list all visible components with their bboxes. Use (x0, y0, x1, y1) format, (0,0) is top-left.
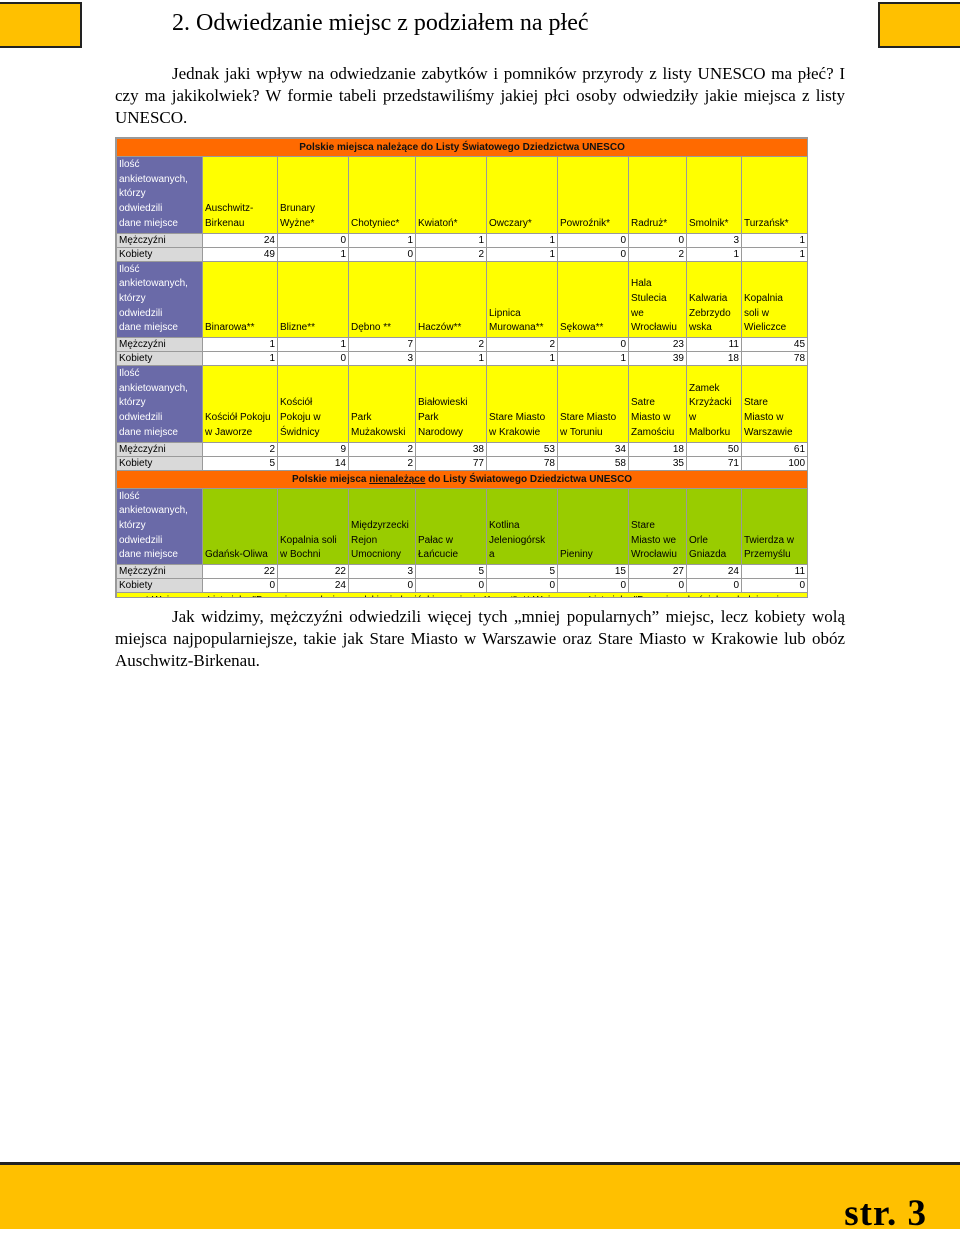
count-cell: 0 (278, 352, 349, 366)
table-title-listed-row (117, 139, 808, 157)
place-name-cell: Orle Gniazda (687, 488, 742, 565)
count-cell: 24 (278, 579, 349, 593)
count-cell: 45 (742, 338, 808, 352)
places-row (117, 366, 808, 443)
place-name-cell: Stare Miasto w Krakowie (487, 366, 558, 443)
count-cell: 38 (416, 442, 487, 456)
count-cell: 0 (487, 579, 558, 593)
places-row (117, 261, 808, 338)
visits-table (116, 138, 808, 598)
count-cell: 11 (687, 338, 742, 352)
place-name-cell: Owczary* (487, 157, 558, 234)
place-name-cell: Smolnik* (687, 157, 742, 234)
count-cell: 1 (742, 233, 808, 247)
place-name-cell: Chotyniec* (349, 157, 416, 234)
count-cell: 0 (416, 579, 487, 593)
count-cell: 78 (487, 456, 558, 470)
count-cell: 2 (203, 442, 278, 456)
place-name-cell: Kopalnia soli w Bochni (278, 488, 349, 565)
men-row-label: Mężczyźni (117, 442, 203, 456)
place-name-cell: Kopalnia soli w Wieliczce (742, 261, 808, 338)
corner-decoration-right (878, 2, 960, 48)
place-name-cell: Powroźnik* (558, 157, 629, 234)
section-heading: 2. Odwiedzanie miejsc z podziałem na płeć (172, 10, 589, 36)
men-row (117, 233, 808, 247)
count-cell: 0 (203, 579, 278, 593)
count-cell: 3 (349, 565, 416, 579)
table-title-unlisted-part: Polskie miejsca (291, 473, 370, 485)
footer-band (0, 1162, 960, 1234)
row-header-cell: Ilość ankietowanych, którzy odwiedzili dane miejsce (117, 261, 203, 338)
count-cell: 5 (487, 565, 558, 579)
table-title-unlisted (117, 470, 808, 488)
count-cell: 22 (278, 565, 349, 579)
corner-decoration-left (0, 2, 82, 48)
row-header-cell: Ilość ankietowanych, którzy odwiedzili dane miejsce (117, 157, 203, 234)
count-cell: 0 (742, 579, 808, 593)
men-row-label: Mężczyźni (117, 338, 203, 352)
count-cell: 0 (558, 247, 629, 261)
count-cell: 78 (742, 352, 808, 366)
count-cell: 11 (742, 565, 808, 579)
count-cell: 1 (416, 352, 487, 366)
count-cell: 39 (629, 352, 687, 366)
places-row (117, 157, 808, 234)
count-cell: 3 (687, 233, 742, 247)
count-cell: 1 (349, 233, 416, 247)
count-cell: 2 (349, 442, 416, 456)
place-name-cell: Kościół Pokoju w Jaworze (203, 366, 278, 443)
count-cell: 77 (416, 456, 487, 470)
count-cell: 1 (203, 338, 278, 352)
table-title-listed (117, 139, 808, 157)
place-name-cell: Białowieski Park Narodowy (416, 366, 487, 443)
women-row (117, 456, 808, 470)
page-number: str. 3 (844, 1193, 927, 1234)
places-row (117, 488, 808, 565)
place-name-cell: Brunary Wyżne* (278, 157, 349, 234)
count-cell: 1 (558, 352, 629, 366)
count-cell: 61 (742, 442, 808, 456)
men-row-label: Mężczyźni (117, 233, 203, 247)
place-name-cell: Satre Miasto w Zamościu (629, 366, 687, 443)
count-cell: 1 (278, 338, 349, 352)
count-cell: 34 (558, 442, 629, 456)
count-cell: 1 (742, 247, 808, 261)
count-cell: 1 (487, 247, 558, 261)
place-name-cell: Auschwitz- Birkenau (203, 157, 278, 234)
count-cell: 14 (278, 456, 349, 470)
place-name-cell: Międzyrzecki Rejon Umocniony (349, 488, 416, 565)
intro-text: Jednak jaki wpływ na odwiedzanie zabytków i pomników przyrody z listy UNESCO ma płeć? I czy ma jakikolwiek? W formie tabeli przedstawiliśmy jakiej płci osoby odwiedziły jakie miejsca z listy UNESCO. (115, 64, 845, 127)
place-name-cell: Kościół Pokoju w Świdnicy (278, 366, 349, 443)
count-cell: 0 (349, 247, 416, 261)
count-cell: 2 (416, 247, 487, 261)
women-row-label: Kobiety (117, 456, 203, 470)
women-row-label: Kobiety (117, 579, 203, 593)
place-name-cell: Dębno ** (349, 261, 416, 338)
place-name-cell: Pieniny (558, 488, 629, 565)
women-row-label: Kobiety (117, 247, 203, 261)
count-cell: 18 (629, 442, 687, 456)
table-title-unlisted-part: nienależące (369, 473, 426, 485)
women-row (117, 352, 808, 366)
row-header-cell: Ilość ankietowanych, którzy odwiedzili dane miejsce (117, 366, 203, 443)
men-row (117, 338, 808, 352)
count-cell: 2 (487, 338, 558, 352)
count-cell: 1 (687, 247, 742, 261)
count-cell: 58 (558, 456, 629, 470)
conclusion-paragraph (115, 606, 845, 672)
count-cell: 5 (203, 456, 278, 470)
men-row (117, 565, 808, 579)
count-cell: 7 (349, 338, 416, 352)
count-cell: 0 (558, 233, 629, 247)
count-cell: 0 (629, 579, 687, 593)
count-cell: 0 (278, 233, 349, 247)
place-name-cell: Haczów** (416, 261, 487, 338)
count-cell: 0 (687, 579, 742, 593)
footnote-row (117, 593, 808, 598)
place-name-cell: Binarowa** (203, 261, 278, 338)
count-cell: 2 (349, 456, 416, 470)
count-cell: 1 (416, 233, 487, 247)
count-cell: 100 (742, 456, 808, 470)
count-cell: 24 (203, 233, 278, 247)
place-name-cell: Gdańsk-Oliwa (203, 488, 278, 565)
men-row-label: Mężczyźni (117, 565, 203, 579)
count-cell: 53 (487, 442, 558, 456)
count-cell: 35 (629, 456, 687, 470)
place-name-cell: Zamek Krzyżacki w Malborku (687, 366, 742, 443)
table-footnote (117, 593, 808, 598)
count-cell: 9 (278, 442, 349, 456)
intro-paragraph (115, 63, 845, 129)
count-cell: 2 (416, 338, 487, 352)
count-cell: 3 (349, 352, 416, 366)
count-cell: 24 (687, 565, 742, 579)
women-row (117, 579, 808, 593)
place-name-cell: Stare Miasto w Toruniu (558, 366, 629, 443)
count-cell: 50 (687, 442, 742, 456)
place-name-cell: Radruż* (629, 157, 687, 234)
count-cell: 23 (629, 338, 687, 352)
table-title-listed-part: Polskie miejsca należące do Listy Światowego Dziedzictwa UNESCO (299, 142, 625, 153)
place-name-cell: Park Mużakowski (349, 366, 416, 443)
count-cell: 1 (487, 352, 558, 366)
place-name-cell: Sękowa** (558, 261, 629, 338)
place-name-cell: Hala Stulecia we Wrocławiu (629, 261, 687, 338)
unesco-gender-table (115, 137, 808, 598)
women-row (117, 247, 808, 261)
count-cell: 5 (416, 565, 487, 579)
place-name-cell: Stare Miasto we Wrocławiu (629, 488, 687, 565)
place-name-cell: Stare Miasto w Warszawie (742, 366, 808, 443)
row-header-cell: Ilość ankietowanych, którzy odwiedzili dane miejsce (117, 488, 203, 565)
count-cell: 1 (278, 247, 349, 261)
place-name-cell: Twierdza w Przemyślu (742, 488, 808, 565)
place-name-cell: Kotlina Jeleniogórsk a (487, 488, 558, 565)
place-name-cell: Turzańsk* (742, 157, 808, 234)
place-name-cell: Kalwaria Zebrzydo wska (687, 261, 742, 338)
count-cell: 15 (558, 565, 629, 579)
place-name-cell: Lipnica Murowana** (487, 261, 558, 338)
count-cell: 27 (629, 565, 687, 579)
women-row-label: Kobiety (117, 352, 203, 366)
count-cell: 0 (629, 233, 687, 247)
count-cell: 1 (487, 233, 558, 247)
count-cell: 22 (203, 565, 278, 579)
count-cell: 18 (687, 352, 742, 366)
count-cell: 0 (349, 579, 416, 593)
table-title-unlisted-row (117, 470, 808, 488)
conclusion-text: Jak widzimy, mężczyźni odwiedzili więcej tych „mniej popularnych” miejsc, lecz kobiety wolą miejsca najpopularniejsze, takie jak Stare Miasto w Warszawie oraz Stare Miasto w Krakowie lub obóz Auschwitz-Birkenau. (115, 607, 845, 670)
count-cell: 0 (558, 579, 629, 593)
place-name-cell: Kwiatoń* (416, 157, 487, 234)
place-name-cell: Blizne** (278, 261, 349, 338)
count-cell: 0 (558, 338, 629, 352)
men-row (117, 442, 808, 456)
count-cell: 2 (629, 247, 687, 261)
count-cell: 49 (203, 247, 278, 261)
table-title-unlisted-part: do Listy Światowego Dziedzictwa UNESCO (425, 473, 633, 485)
count-cell: 1 (203, 352, 278, 366)
place-name-cell: Pałac w Łańcucie (416, 488, 487, 565)
count-cell: 71 (687, 456, 742, 470)
